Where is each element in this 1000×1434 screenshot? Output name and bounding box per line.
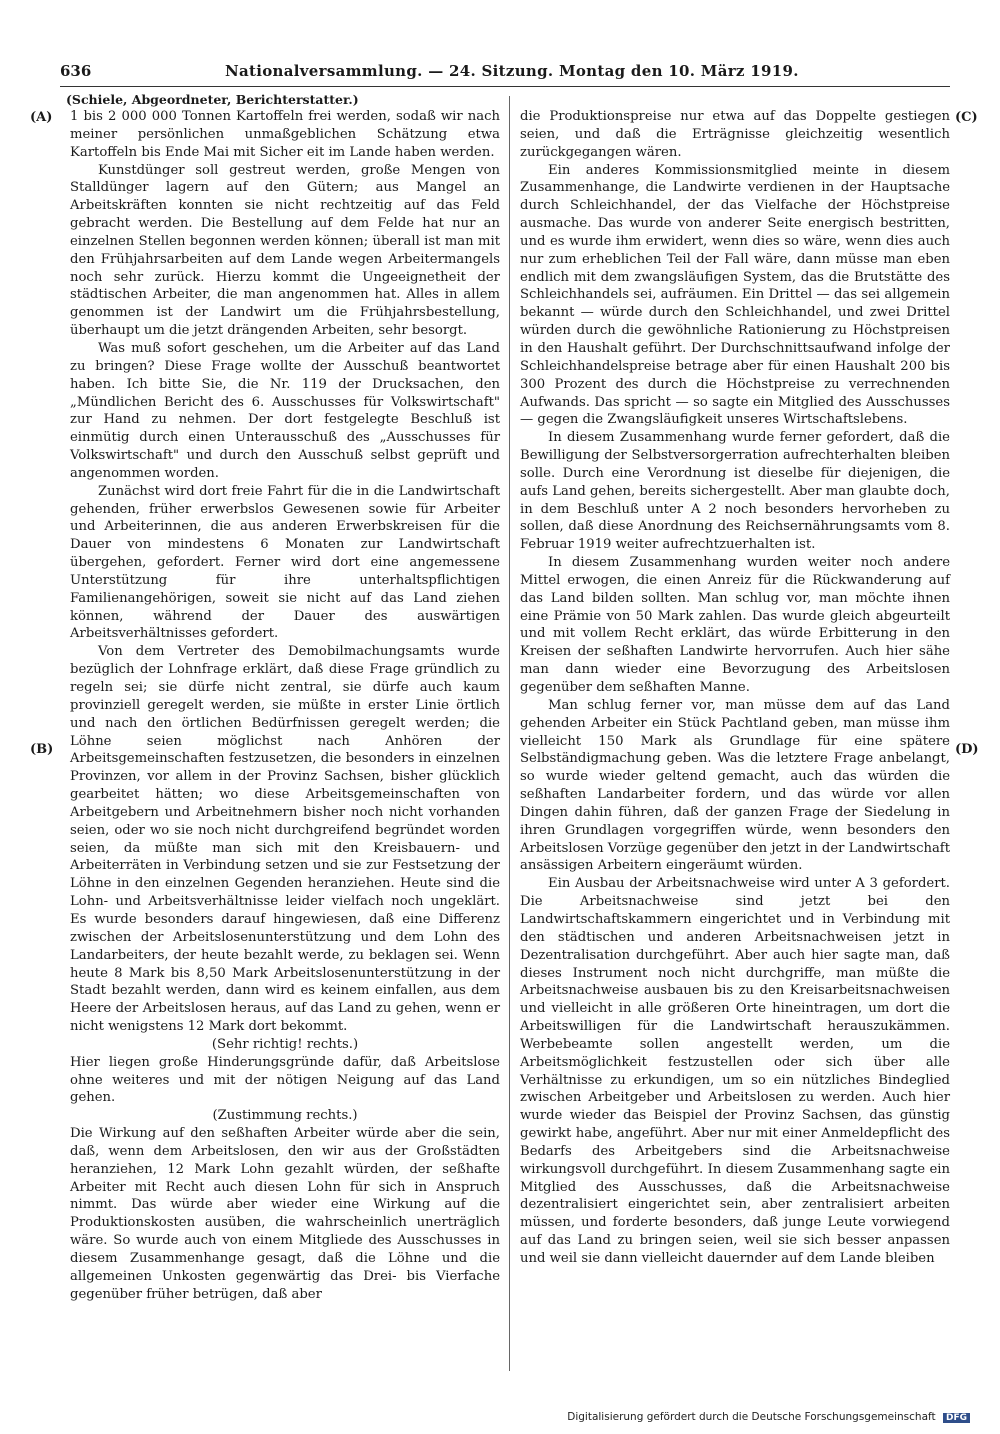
right-column [520,108,950,1268]
paragraph: Was muß sofort geschehen, um die Arbeiter auf das Land zu bringen? Diese Frage wollte der Ausschuß beantwortet haben. Ich bitte Sie, die Nr. 119 der Drucksachen, den „Mündlichen Bericht des 6. Ausschusses für Volkswirtschaft" zur Hand zu nehmen. Der dort festgelegte Beschluß ist einmütig durch einen Unterausschuß des „Ausschusses für Volkswirtschaft" und durch den Ausschuß selbst geprüft und angenommen worden. [70,340,500,481]
margin-mark-a: (A) [30,110,53,125]
header-rule [60,86,950,87]
paragraph: die Produktionspreise nur etwa auf das Doppelte gestiegen seien, und daß die Erträgnisse gleichzeitig wesentlich zurückgegangen wären. [520,109,950,160]
paragraph: Ein anderes Kommissionsmitglied meinte in diesem Zusammenhange, die Landwirte verdienen in der Hauptsache durch Schleichhandel, der das Vielfache der Höchstpreise ausmache. Das wurde von anderer Seite energisch bestritten, und es wurde ihm erwidert, wenn dies so wäre, wenn dies auch nur zum erheblichen Teil der Fall wäre, dann müsse man eben endlich mit dem zwangsläufigen System, das die Brutstätte des Schleichhandels sei, aufräumen. Ein Drittel — das sei allgemein bekannt — würde durch den Schleichhandel, und zwei Drittel würden durch die gewöhnliche Rationierung zu Höchstpreisen in den Haushalt geführt. Der Durchschnittsaufwand infolge der Schleichhandelspreise betrage aber für einen Haushalt 200 bis 300 Prozent des durch die Höchstpreise zu verrechnenden Aufwands. Das spricht — so sagte ein Mitglied des Ausschusses — gegen die Zwangsläufigkeit unseres Wirtschaftslebens. [520,162,950,428]
paragraph: Man schlug ferner vor, man müsse dem auf das Land gehenden Arbeiter ein Stück Pachtland geben, man müsse ihm vielleicht 150 Mark als Grundlage für eine spätere Selbständigmachung geben. Was die letztere Frage anbelangt, so wurde wieder geltend gemacht, auch das würden die seßhaften Landarbeiter fordern, und das würde vor allen Dingen dahin führen, daß der ganzen Frage der Siedelung in ihren Grundlagen vorgegriffen würde, wenn besonders den Arbeitslosen Vorzüge gegenüber den jetzt in der Landwirtschaft ansässigen Arbeitern eingeräumt würden. [520,697,950,874]
paragraph: Die Wirkung auf den seßhaften Arbeiter würde aber die sein, daß, wenn dem Arbeitslosen, den wir aus der Großstädten heranziehen, 12 Mark Lohn gezahlt würden, der seßhafte Arbeiter mit Recht auch diesen Lohn für sich in Anspruch nimmt. Das würde aber wieder eine Wirkung auf die Produktionskosten ausüben, die wahrscheinlich unerträglich wäre. So wurde auch von einem Mitgliede des Ausschusses in diesem Zusammenhange gesagt, daß die Löhne und die allgemeinen Unkosten gegenwärtig das Drei- bis Vierfache gegenüber früher betrügen, daß aber [70,1126,500,1302]
paragraph: Zunächst wird dort freie Fahrt für die in die Landwirtschaft gehenden, früher erwerbslos Gewesenen sowie für Arbeiter und Arbeiterinnen, die aus anderen Erwerbskreisen für die Dauer von mindestens 6 Monaten zur Landwirtschaft übergehen, gefordert. Ferner wird dort eine angemessene Unterstützung für ihre unterhaltspflichtigen Familienangehörigen, soweit sie nicht auf das Land ziehen können, während der Dauer des auswärtigen Arbeitsverhältnisses gefordert. [70,483,500,642]
paragraph: In diesem Zusammenhang wurden weiter noch andere Mittel erwogen, die einen Anreiz für die Rückwanderung auf das Land bilden sollten. Man schlug vor, man möchte ihnen eine Prämie von 50 Mark zahlen. Das wurde gleich abgeurteilt und mit vollem Recht erklärt, das würde Erbitterung in den Kreisen der seßhaften Landwirte hervorrufen. Auch hier sähe man dann wieder eine Bevorzugung des Arbeitslosen gegenüber dem seßhaften Manne. [520,555,950,695]
paragraph: Ein Ausbau der Arbeitsnachweise wird unter A 3 gefordert. Die Arbeitsnachweise sind jetzt bei den Landwirtschaftskammern eingerichtet und in Verbindung mit den städtischen und anderen Arbeitsnachweisen jetzt in Dezentralisation durchgeführt. Aber auch hier sagte man, daß dieses Instrument noch nicht durchgriffe, man müßte die Arbeitsnachweise ausbauen bis zu den Kreisarbeitsnachweisen und vielleicht in alle größeren Orte hineintragen, um dort die Arbeitswilligen für die Landwirtschaft herauszukämmen. Werbebeamte sollen angestellt werden, um die Arbeitsmöglichkeit festzustellen oder sich über alle Verhältnisse zu erkundigen, um so ein nützliches Bindeglied zwischen Arbeitgeber und Arbeitslosen zu werden. Auch hier wurde wieder das Beispiel der Provinz Sachsen, das günstig gewirkt habe, angeführt. Aber nur mit einer Anmeldepflicht des Bedarfs des Arbeitgebers sind die Arbeitsnachweise wirkungsvoll durchgeführt. In diesem Zusammenhang sagte ein Mitglied des Ausschusses, daß die Arbeitsnachweise dezentralisiert eingerichtet sein, aber zentralisiert arbeiten müssen, und forderte besonders, daß junge Leute vorwiegend auf das Land zu bringen seien, weil sie sich besser anpassen und weil sie dann vielleicht dauernder auf dem Lande bleiben [520,876,950,1266]
paragraph: 1 bis 2 000 000 Tonnen Kartoffeln frei werden, sodaß wir nach meiner persönlichen unmaßgeblichen Schätzung etwa Kartoffeln bis Ende Mai mit Sicher eit im Lande haben werden. [70,109,500,160]
dfg-logo: DFG [943,1413,970,1423]
paragraph: Hier liegen große Hinderungsgründe dafür, daß Arbeitslose ohne weiteres und mit der nötigen Neigung auf das Land gehen. [70,1054,500,1106]
paragraph: Kunstdünger soll gestreut werden, große Mengen von Stalldünger lagern auf den Gütern; aus Mangel an Arbeitskräften konnten sie nicht rechtzeitig auf das Feld gebracht werden. Die Bestellung auf dem Felde hat nur an einzelnen Stellen begonnen werden können; überall ist man mit den Frühjahrsarbeiten auf dem Lande wegen Arbeitermangels noch sehr zurück. Hierzu kommt die Ungeeignetheit der städtischen Arbeiter, die man angenommen hat. Alles in allem genommen ist der Landwirt um die Frühjahrsbestellung, überhaupt um die jetzt drängenden Arbeiten, sehr besorgt. [70,162,500,339]
running-title: Nationalversammlung. — 24. Sitzung. Montag den 10. März 1919. [225,62,799,80]
paragraph: Von dem Vertreter des Demobilmachungsamts wurde bezüglich der Lohnfrage erklärt, daß diese Frage gründlich zu regeln sei; sie dürfe nicht zentral, sie dürfe auch kaum provinziell geregelt werden, sie müßte in erster Linie örtlich und nach den örtlichen Bedürfnissen geregelt werden; die Löhne seien möglichst nach Anhören der Arbeitsgemeinschaften festzusetzen, die besonders in einzelnen Provinzen, vor allem in der Provinz Sachsen, bisher glücklich gearbeitet hätten; wo diese Arbeitsgemeinschaften von Arbeitgebern und Arbeitnehmern bisher noch nicht vorhanden seien, oder wo sie noch nicht durchgreifend begründet worden seien, da müßte man sich mit den Kreisbauern- und Arbeiterräten in Verbindung setzen und sie zur Festsetzung der Löhne in den einzelnen Gegenden heranziehen. Heute sind die Lohn- und Arbeitsverhältnisse leider vielfach noch ungeklärt. Es wurde besonders darauf hingewiesen, daß eine Differenz zwischen der Arbeitslosenunterstützung und dem Lohn des Landarbeiters, der heute bezahlt werde, zu beklagen sei. Wenn heute 8 Mark bis 8,50 Mark Arbeitslosenunterstützung in der Stadt bezahlt werden, dann wird es keinem einfallen, aus dem Heere der Arbeitslosen heraus, auf das Land zu gehen, wenn er nicht wenigstens 12 Mark dort bekommt. [70,644,500,1035]
page-number: 636 [60,62,92,80]
margin-mark-d: (D) [955,742,979,757]
interjection: (Sehr richtig! rechts.) [211,1036,359,1052]
page-header [60,60,950,84]
column-divider [509,96,510,1371]
footer-text: Digitalisierung gefördert durch die Deutsche Forschungsgemeinschaft [567,1411,936,1423]
margin-mark-c: (C) [955,110,978,125]
paragraph: In diesem Zusammenhang wurde ferner gefordert, daß die Bewilligung der Selbstversorgerration aufrechterhalten bleiben solle. Durch eine Verordnung ist dieselbe für diejenigen, die aufs Land gehen, bereits sichergestellt. Aber man glaubte doch, in dem Beschluß unter A 2 noch besonders hervorheben zu sollen, daß diese Anordnung des Reichsernährungsamts vom 8. Februar 1919 weiter aufrechtzuerhalten ist. [520,430,950,553]
margin-mark-b: (B) [30,742,54,757]
interjection: (Zustimmung rechts.) [212,1108,358,1124]
left-column [70,108,500,1304]
speaker-line: (Schiele, Abgeordneter, Berichterstatter.) [66,92,359,107]
digitization-footer [567,1411,970,1423]
